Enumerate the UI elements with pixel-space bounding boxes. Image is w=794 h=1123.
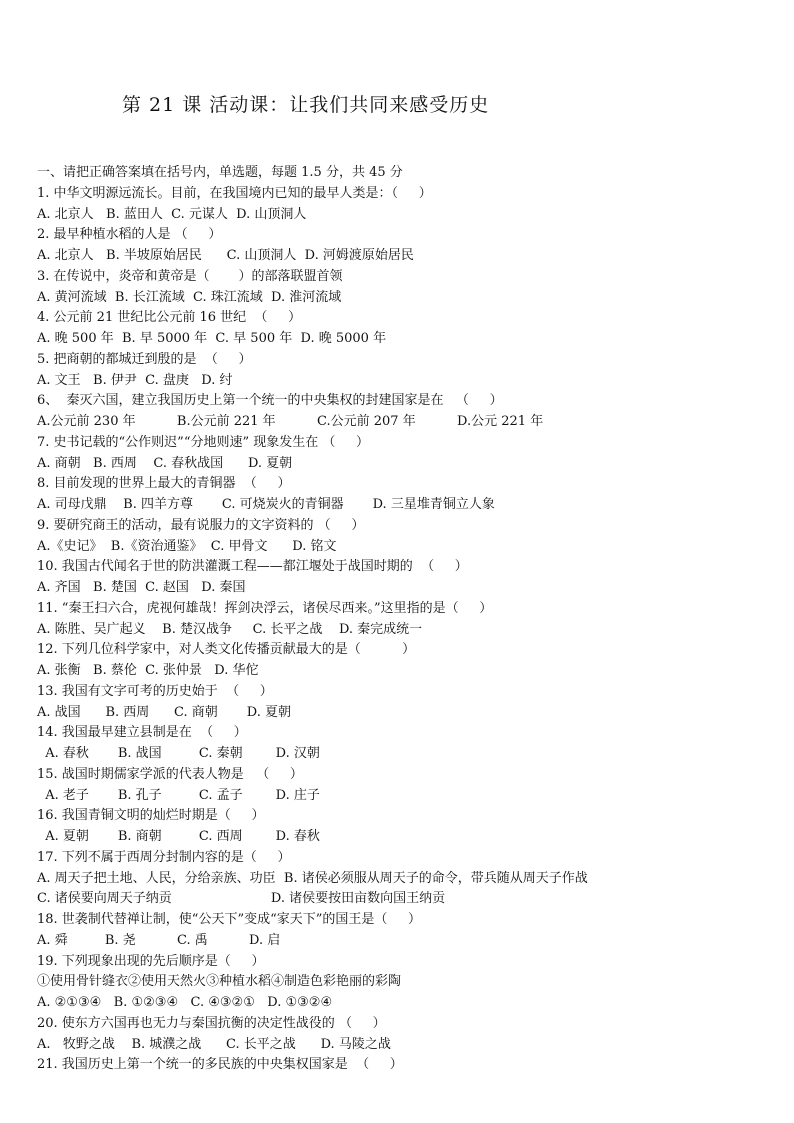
question-text: 20. 使东方六国再也无力与秦国抗衡的决定性战役的 （ ） bbox=[37, 1015, 386, 1031]
answer-options: A. 舜 B. 尧 C. 禹 D. 启 bbox=[37, 932, 281, 948]
question-text: 1. 中华文明源远流长。目前，在我国境内已知的最早人类是：（ ） bbox=[37, 185, 432, 201]
answer-options: A. 春秋 B. 战国 C. 秦朝 D. 汉朝 bbox=[37, 746, 320, 761]
question-text: 4. 公元前 21 世纪比公元前 16 世纪 （ ） bbox=[37, 310, 302, 326]
answer-options: A. ②①③④ B. ①②③④ C. ④③②① D. ①③②④ bbox=[37, 995, 333, 1010]
answer-options: A. 老子 B. 孔子 C. 孟子 D. 庄子 bbox=[37, 787, 320, 803]
question-text: 15. 战国时期儒家学派的代表人物是 （ ） bbox=[37, 766, 303, 782]
answer-options: A.公元前 230 年 B.公元前 221 年 C.公元前 207 年 D.公元 221 年 bbox=[37, 414, 544, 429]
question-text: 21. 我国历史上第一个统一的多民族的中央集权国家是 （ ） bbox=[37, 1057, 403, 1073]
question-text: 18. 世袭制代替禅让制，使“公天下”变成“家天下”的国王是（ ） bbox=[37, 912, 422, 927]
question-list bbox=[37, 163, 777, 1076]
question-text: 12. 下列几位科学家中，对人类文化传播贡献最大的是（ ） bbox=[37, 642, 416, 658]
answer-options: C. 诸侯要向周天子纳贡 D. 诸侯要按田亩数向国王纳贡 bbox=[37, 891, 446, 907]
question-text: 19. 下列现象出现的先后顺序是（ ） bbox=[37, 953, 265, 969]
question-text: 7. 史书记载的“公作则迟”“分地则速” 现象发生在 （ ） bbox=[37, 434, 370, 450]
sequence-items: ①使用骨针缝衣②使用天然火③种植水稻④制造色彩艳丽的彩陶 bbox=[37, 974, 402, 990]
page-title: 第 21 课 活动课：让我们共同来感受历史 bbox=[122, 94, 490, 116]
answer-options: A. 齐国 B. 楚国 C. 赵国 D. 秦国 bbox=[37, 580, 246, 595]
answer-options: A. 商朝 B. 西周 C. 春秋战国 D. 夏朝 bbox=[37, 455, 293, 471]
question-text: 10. 我国古代闻名于世的防洪灌溉工程——都江堰处于战国时期的 （ ） bbox=[37, 559, 468, 575]
answer-options: A. 张衡 B. 蔡伦 C. 张仲景 D. 华佗 bbox=[37, 663, 259, 678]
answer-options: A. 陈胜、吴广起义 B. 楚汉战争 C. 长平之战 D. 秦完成统一 bbox=[37, 621, 423, 637]
answer-options: A. 文王 B. 伊尹 C. 盘庚 D. 纣 bbox=[37, 372, 233, 388]
question-text: 2. 最早种植水稻的人是 （ ） bbox=[37, 227, 222, 243]
answer-options: A. 牧野之战 B. 城濮之战 C. 长平之战 D. 马陵之战 bbox=[37, 1036, 391, 1052]
answer-options: A. 晚 500 年 B. 早 5000 年 C. 早 500 年 D. 晚 5000 年 bbox=[37, 331, 387, 346]
question-text: 11. “秦王扫六合，虎视何雄哉！挥剑决浮云，诸侯尽西来。”这里指的是（ ） bbox=[37, 600, 493, 616]
question-text: 3. 在传说中，炎帝和黄帝是（ ）的部落联盟首领 bbox=[37, 268, 343, 284]
question-text: 14. 我国最早建立县制是在 （ ） bbox=[37, 725, 247, 741]
answer-options: A. 夏朝 B. 商朝 C. 西周 D. 春秋 bbox=[37, 829, 320, 844]
answer-options: A.《史记》 B.《资治通鉴》 C. 甲骨文 D. 铭文 bbox=[37, 538, 337, 554]
answer-options: A. 北京人 B. 蓝田人 C. 元谋人 D. 山顶洞人 bbox=[37, 206, 307, 222]
answer-options: A. 司母戊鼎 B. 四羊方尊 C. 可烧炭火的青铜器 D. 三星堆青铜立人象 bbox=[37, 497, 495, 512]
question-text: 17. 下列不属于西周分封制内容的是（ ） bbox=[37, 849, 291, 865]
question-text: 9. 要研究商王的活动，最有说服力的文字资料的 （ ） bbox=[37, 517, 365, 533]
answer-options: A. 战国 B. 西周 C. 商朝 D. 夏朝 bbox=[37, 704, 291, 720]
answer-options: A. 黄河流域 B. 长江流域 C. 珠江流域 D. 淮河流域 bbox=[37, 289, 342, 305]
question-text: 5. 把商朝的都城迁到殷的是 （ ） bbox=[37, 351, 252, 367]
section-heading: 一、请把正确答案填在括号内，单选题，每题 1.5 分，共 45 分 bbox=[37, 165, 403, 180]
answer-options: A. 北京人 B. 半坡原始居民 C. 山顶洞人 D. 河姆渡原始居民 bbox=[37, 248, 414, 263]
answer-options: A. 周天子把土地、人民，分给亲族、功臣 B. 诸侯必须服从周天子的命令，带兵随从周天子作战 bbox=[37, 870, 588, 886]
question-text: 13. 我国有文字可考的历史始于 （ ） bbox=[37, 683, 273, 699]
question-text: 16. 我国青铜文明的灿烂时期是（ ） bbox=[37, 808, 265, 824]
question-text: 6、 秦灭六国，建立我国历史上第一个统一的中央集权的封建国家是在 （ ） bbox=[37, 393, 503, 409]
question-text: 8. 目前发现的世界上最大的青铜器 （ ） bbox=[37, 476, 291, 492]
